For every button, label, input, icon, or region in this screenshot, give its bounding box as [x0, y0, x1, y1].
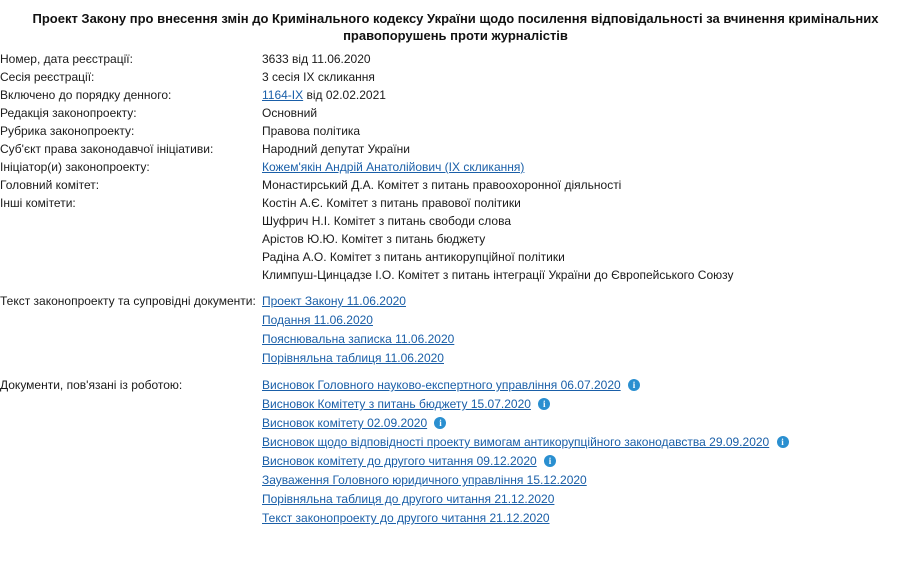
list-item — [262, 395, 911, 414]
related-doc-link[interactable]: Текст законопроекту до другого читання 21.12.2020 — [262, 511, 550, 525]
initiator-label: Ініціатор(и) законопроекту: — [0, 160, 150, 174]
main-committee-label: Головний комітет: — [0, 178, 100, 192]
table-row — [0, 194, 911, 284]
agenda-value — [262, 86, 911, 104]
rubric-value: Правова політика — [262, 124, 361, 138]
list-item — [262, 433, 911, 452]
table-row — [0, 68, 911, 86]
subject-value: Народний депутат України — [262, 142, 410, 156]
table-row — [0, 86, 911, 104]
related-doc-link[interactable]: Висновок Головного науково-експертного управління 06.07.2020 — [262, 378, 621, 392]
list-item — [262, 509, 911, 528]
spacer — [262, 284, 911, 292]
bill-text-link[interactable]: Пояснювальна записка 11.06.2020 — [262, 332, 455, 346]
page-title: Проект Закону про внесення змін до Кримінального кодексу України щодо посилення відповідальності за вчинення кримінальних правопорушень проти журналістів — [32, 11, 879, 43]
related-doc-link[interactable]: Зауваження Головного юридичного управління 15.12.2020 — [262, 473, 587, 487]
edition-value: Основний — [262, 106, 318, 120]
list-item: Арістов Ю.Ю. Комітет з питань бюджету — [262, 232, 486, 246]
list-item: Шуфрич Н.І. Комітет з питань свободи слова — [262, 214, 511, 228]
table-row — [0, 176, 911, 194]
related-docs-label: Документи, пов'язані із роботою: — [0, 378, 183, 392]
info-icon[interactable]: i — [628, 379, 640, 391]
list-item — [262, 376, 911, 395]
main-committee-value: Монастирський Д.А. Комітет з питань правоохоронної діяльності — [262, 178, 622, 192]
initiator-link[interactable]: Кожем'якін Андрій Анатолійович (IX скликання) — [262, 160, 525, 174]
info-icon[interactable]: i — [544, 455, 556, 467]
info-icon[interactable]: i — [777, 436, 789, 448]
related-doc-link[interactable]: Висновок Комітету з питань бюджету 15.07.2020 — [262, 397, 531, 411]
table-row — [0, 122, 911, 140]
related-doc-link[interactable]: Порівняльна таблиця до другого читання 21.12.2020 — [262, 492, 555, 506]
bill-texts-label: Текст законопроекту та супровідні документи: — [0, 294, 256, 308]
related-docs-list — [262, 376, 911, 528]
agenda-date: від 02.02.2021 — [306, 88, 386, 102]
list-item — [262, 490, 911, 509]
spacer — [262, 368, 911, 376]
list-item — [262, 330, 911, 349]
table-row — [0, 50, 911, 68]
list-item: Костін А.Є. Комітет з питань правової політики — [262, 196, 521, 210]
bill-metadata-table — [0, 50, 911, 528]
list-item — [262, 414, 911, 433]
agenda-label: Включено до порядку денного: — [0, 88, 172, 102]
agenda-resolution-link[interactable]: 1164-IX — [262, 88, 304, 102]
table-row — [0, 104, 911, 122]
subject-label: Суб'єкт права законодавчої ініціативи: — [0, 142, 214, 156]
initiator-value — [262, 158, 911, 176]
reg-number-label: Номер, дата реєстрації: — [0, 52, 133, 66]
reg-number-value: 3633 від 11.06.2020 — [262, 52, 371, 66]
spacer-row — [0, 284, 911, 292]
list-item: Радіна А.О. Комітет з питань антикорупційної політики — [262, 250, 565, 264]
table-row — [0, 292, 911, 368]
list-item — [262, 471, 911, 490]
spacer-row — [0, 368, 911, 376]
list-item — [262, 311, 911, 330]
bill-texts-list — [262, 292, 911, 368]
related-doc-link[interactable]: Висновок комітету до другого читання 09.12.2020 — [262, 454, 537, 468]
spacer — [0, 368, 262, 376]
list-item — [262, 452, 911, 471]
list-item — [262, 349, 911, 368]
other-committees-list — [262, 194, 911, 284]
info-icon[interactable]: i — [538, 398, 550, 410]
table-row — [0, 140, 911, 158]
spacer — [0, 284, 262, 292]
info-icon[interactable]: i — [434, 417, 446, 429]
list-item: Климпуш-Цинцадзе І.О. Комітет з питань інтеграції України до Європейського Союзу — [262, 268, 734, 282]
session-label: Сесія реєстрації: — [0, 70, 95, 84]
related-doc-link[interactable]: Висновок щодо відповідності проекту вимогам антикорупційного законодавства 29.09.2020 — [262, 435, 770, 449]
session-value: 3 сесія IX скликання — [262, 70, 375, 84]
bill-text-link[interactable]: Проект Закону 11.06.2020 — [262, 294, 406, 308]
table-row — [0, 376, 911, 528]
rubric-label: Рубрика законопроекту: — [0, 124, 135, 138]
bill-text-link[interactable]: Подання 11.06.2020 — [262, 313, 373, 327]
related-doc-link[interactable]: Висновок комітету 02.09.2020 — [262, 416, 428, 430]
list-item — [262, 292, 911, 311]
bill-text-link[interactable]: Порівняльна таблиця 11.06.2020 — [262, 351, 444, 365]
edition-label: Редакція законопроекту: — [0, 106, 137, 120]
other-committees-label: Інші комітети: — [0, 196, 76, 210]
table-row — [0, 158, 911, 176]
